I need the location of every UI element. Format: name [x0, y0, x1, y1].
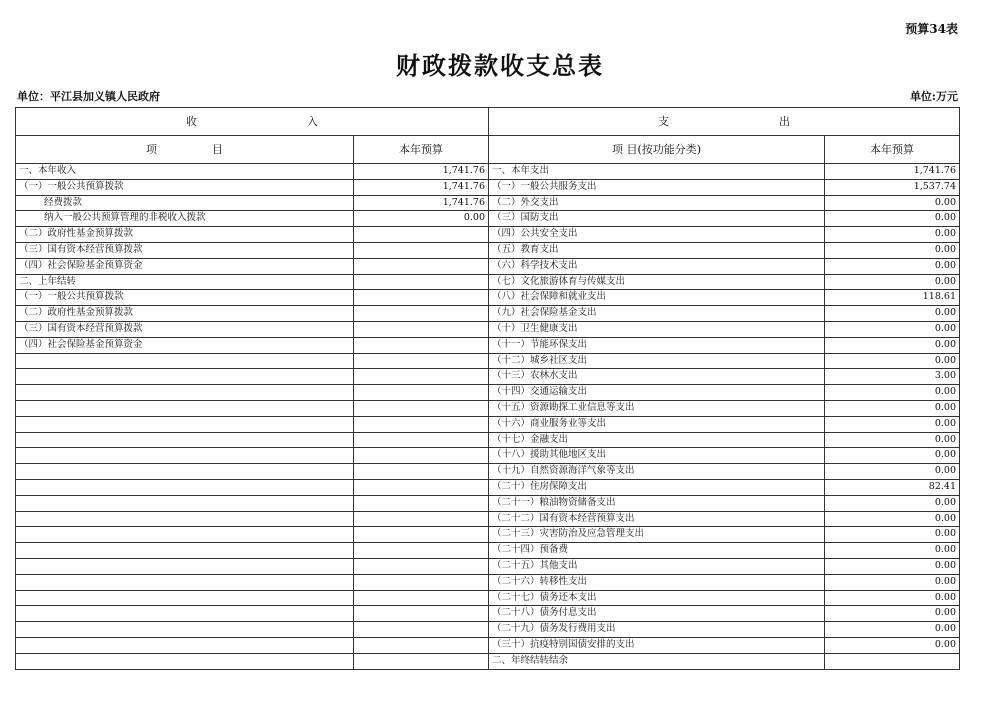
income-budget-cell — [354, 527, 489, 543]
expense-item-cell: （一）一般公共服务支出 — [489, 179, 825, 195]
expense-item-cell: （五）教育支出 — [489, 242, 825, 258]
income-item-cell — [16, 416, 354, 432]
expense-budget-cell: 0.00 — [825, 400, 960, 416]
expense-budget-cell: 0.00 — [825, 574, 960, 590]
expense-item-cell: （二十九）债务发行费用支出 — [489, 622, 825, 638]
unit-organization: 单位：平江县加义镇人民政府 — [17, 90, 160, 103]
expense-item-cell: （二十七）债务还本支出 — [489, 590, 825, 606]
expense-item-header: 项 目(按功能分类) — [489, 136, 825, 164]
table-row — [16, 164, 960, 180]
expense-budget-cell: 82.41 — [825, 479, 960, 495]
expense-item-cell: （二十五）其他支出 — [489, 558, 825, 574]
table-row — [16, 353, 960, 369]
table-row — [16, 479, 960, 495]
income-item-cell: （一）一般公共预算拨款 — [16, 290, 354, 306]
income-budget-cell — [354, 622, 489, 638]
table-row — [16, 606, 960, 622]
expense-item-cell: （十一）节能环保支出 — [489, 337, 825, 353]
table-row — [16, 637, 960, 653]
expense-item-cell: 二、年终结转结余 — [489, 653, 825, 669]
income-item-cell: 二、上年结转 — [16, 274, 354, 290]
income-budget-cell — [354, 416, 489, 432]
income-item-header: 项 目 — [16, 136, 354, 164]
income-item-cell: 纳入一般公共预算管理的非税收入拨款 — [16, 211, 354, 227]
income-budget-cell — [354, 385, 489, 401]
expense-budget-cell: 0.00 — [825, 637, 960, 653]
expense-item-cell: （十七）金融支出 — [489, 432, 825, 448]
table-row — [16, 290, 960, 306]
table-row — [16, 400, 960, 416]
expense-item-cell: （二十二）国有资本经营预算支出 — [489, 511, 825, 527]
expense-budget-cell: 0.00 — [825, 448, 960, 464]
income-section-header: 收 入 — [16, 108, 489, 136]
budget-table — [15, 107, 960, 670]
expense-budget-cell: 3.00 — [825, 369, 960, 385]
expense-item-cell: （三十）抗疫特别国债安排的支出 — [489, 637, 825, 653]
income-budget-cell: 1,741.76 — [354, 164, 489, 180]
expense-budget-cell: 0.00 — [825, 242, 960, 258]
expense-item-cell: （十二）城乡社区支出 — [489, 353, 825, 369]
income-item-cell — [16, 606, 354, 622]
income-budget-cell: 1,741.76 — [354, 195, 489, 211]
table-row — [16, 622, 960, 638]
table-row — [16, 321, 960, 337]
expense-budget-cell: 0.00 — [825, 385, 960, 401]
expense-item-cell: （十九）自然资源海洋气象等支出 — [489, 464, 825, 480]
income-item-cell — [16, 574, 354, 590]
income-item-cell — [16, 622, 354, 638]
expense-budget-cell: 0.00 — [825, 353, 960, 369]
expense-budget-cell — [825, 653, 960, 669]
header-row-columns — [16, 136, 960, 164]
income-item-cell — [16, 353, 354, 369]
income-item-cell: （二）政府性基金预算拨款 — [16, 227, 354, 243]
expense-item-cell: （九）社会保险基金支出 — [489, 306, 825, 322]
expense-section-header: 支 出 — [489, 108, 960, 136]
income-item-cell — [16, 558, 354, 574]
expense-budget-cell: 0.00 — [825, 258, 960, 274]
page-title: 财政拨款收支总表 — [396, 51, 604, 80]
expense-budget-cell: 0.00 — [825, 495, 960, 511]
income-budget-cell — [354, 369, 489, 385]
expense-budget-cell: 0.00 — [825, 321, 960, 337]
table-row — [16, 558, 960, 574]
income-item-cell — [16, 464, 354, 480]
income-budget-cell — [354, 574, 489, 590]
income-budget-cell — [354, 606, 489, 622]
income-budget-cell — [354, 258, 489, 274]
table-row — [16, 211, 960, 227]
income-item-cell — [16, 653, 354, 669]
expense-budget-cell: 0.00 — [825, 432, 960, 448]
table-row — [16, 258, 960, 274]
expense-item-cell: （二十一）粮油物资储备支出 — [489, 495, 825, 511]
income-budget-cell: 0.00 — [354, 211, 489, 227]
expense-item-cell: （二十八）债务付息支出 — [489, 606, 825, 622]
table-row — [16, 337, 960, 353]
income-budget-cell — [354, 590, 489, 606]
income-budget-header: 本年预算 — [354, 136, 489, 164]
table-row — [16, 432, 960, 448]
income-budget-cell — [354, 400, 489, 416]
income-item-cell — [16, 511, 354, 527]
expense-budget-cell: 0.00 — [825, 195, 960, 211]
income-budget-cell — [354, 543, 489, 559]
income-item-cell — [16, 400, 354, 416]
table-row — [16, 179, 960, 195]
expense-budget-cell: 0.00 — [825, 416, 960, 432]
expense-item-cell: （二十）住房保障支出 — [489, 479, 825, 495]
income-item-cell — [16, 590, 354, 606]
table-row — [16, 385, 960, 401]
table-row — [16, 227, 960, 243]
table-body — [16, 164, 960, 670]
expense-budget-cell: 0.00 — [825, 558, 960, 574]
income-item-cell — [16, 543, 354, 559]
income-budget-cell — [354, 321, 489, 337]
income-item-cell: （四）社会保险基金预算资金 — [16, 337, 354, 353]
income-item-cell: （四）社会保险基金预算资金 — [16, 258, 354, 274]
expense-item-cell: （六）科学技术支出 — [489, 258, 825, 274]
income-item-cell: （一）一般公共预算拨款 — [16, 179, 354, 195]
table-row — [16, 274, 960, 290]
expense-budget-cell: 0.00 — [825, 590, 960, 606]
expense-budget-cell: 0.00 — [825, 227, 960, 243]
expense-item-cell: （二十三）灾害防治及应急管理支出 — [489, 527, 825, 543]
income-item-cell: （三）国有资本经营预算拨款 — [16, 242, 354, 258]
income-item-cell — [16, 369, 354, 385]
income-budget-cell — [354, 353, 489, 369]
expense-budget-cell: 0.00 — [825, 274, 960, 290]
income-budget-cell — [354, 479, 489, 495]
expense-budget-cell: 0.00 — [825, 464, 960, 480]
expense-budget-cell: 118.61 — [825, 290, 960, 306]
expense-budget-cell: 0.00 — [825, 306, 960, 322]
expense-budget-cell: 1,537.74 — [825, 179, 960, 195]
table-row — [16, 464, 960, 480]
income-budget-cell — [354, 227, 489, 243]
income-item-cell — [16, 495, 354, 511]
income-budget-cell — [354, 306, 489, 322]
table-row — [16, 590, 960, 606]
expense-item-cell: （十四）交通运输支出 — [489, 385, 825, 401]
expense-item-cell: （八）社会保障和就业支出 — [489, 290, 825, 306]
income-item-cell — [16, 637, 354, 653]
income-budget-cell — [354, 495, 489, 511]
expense-item-cell: （十）卫生健康支出 — [489, 321, 825, 337]
table-row — [16, 511, 960, 527]
income-budget-cell — [354, 448, 489, 464]
table-row — [16, 306, 960, 322]
income-budget-cell — [354, 337, 489, 353]
income-item-cell: （二）政府性基金预算拨款 — [16, 306, 354, 322]
income-budget-cell — [354, 637, 489, 653]
expense-item-cell: （二）外交支出 — [489, 195, 825, 211]
income-budget-cell — [354, 558, 489, 574]
table-row — [16, 369, 960, 385]
expense-item-cell: （四）公共安全支出 — [489, 227, 825, 243]
expense-budget-cell: 0.00 — [825, 511, 960, 527]
income-item-cell — [16, 527, 354, 543]
income-item-cell — [16, 448, 354, 464]
expense-budget-cell: 0.00 — [825, 211, 960, 227]
income-budget-cell — [354, 290, 489, 306]
expense-budget-cell: 1,741.76 — [825, 164, 960, 180]
income-item-cell — [16, 385, 354, 401]
income-item-cell: （三）国有资本经营预算拨款 — [16, 321, 354, 337]
expense-item-cell: （十八）援助其他地区支出 — [489, 448, 825, 464]
expense-item-cell: 一、本年支出 — [489, 164, 825, 180]
expense-budget-cell: 0.00 — [825, 606, 960, 622]
expense-item-cell: （十三）农林水支出 — [489, 369, 825, 385]
income-budget-cell — [354, 432, 489, 448]
table-row — [16, 574, 960, 590]
income-budget-cell — [354, 511, 489, 527]
expense-item-cell: （二十六）转移性支出 — [489, 574, 825, 590]
expense-budget-cell: 0.00 — [825, 622, 960, 638]
header-row-sections — [16, 108, 960, 136]
income-budget-cell: 1,741.76 — [354, 179, 489, 195]
expense-item-cell: （七）文化旅游体育与传媒支出 — [489, 274, 825, 290]
table-row — [16, 448, 960, 464]
expense-budget-cell: 0.00 — [825, 527, 960, 543]
expense-item-cell: （二十四）预备费 — [489, 543, 825, 559]
expense-budget-cell: 0.00 — [825, 543, 960, 559]
income-item-cell: 一、本年收入 — [16, 164, 354, 180]
expense-item-cell: （十五）资源勘探工业信息等支出 — [489, 400, 825, 416]
table-row — [16, 653, 960, 669]
income-budget-cell — [354, 242, 489, 258]
income-budget-cell — [354, 653, 489, 669]
table-row — [16, 416, 960, 432]
table-row — [16, 495, 960, 511]
table-row — [16, 242, 960, 258]
income-item-cell — [16, 479, 354, 495]
table-row — [16, 527, 960, 543]
expense-budget-header: 本年预算 — [825, 136, 960, 164]
table-row — [16, 543, 960, 559]
table-row — [16, 195, 960, 211]
expense-budget-cell: 0.00 — [825, 337, 960, 353]
unit-currency: 单位:万元 — [909, 90, 958, 103]
income-budget-cell — [354, 274, 489, 290]
form-number: 预算34表 — [905, 22, 958, 36]
income-item-cell — [16, 432, 354, 448]
expense-item-cell: （十六）商业服务业等支出 — [489, 416, 825, 432]
income-budget-cell — [354, 464, 489, 480]
expense-item-cell: （三）国防支出 — [489, 211, 825, 227]
income-item-cell: 经费拨款 — [16, 195, 354, 211]
